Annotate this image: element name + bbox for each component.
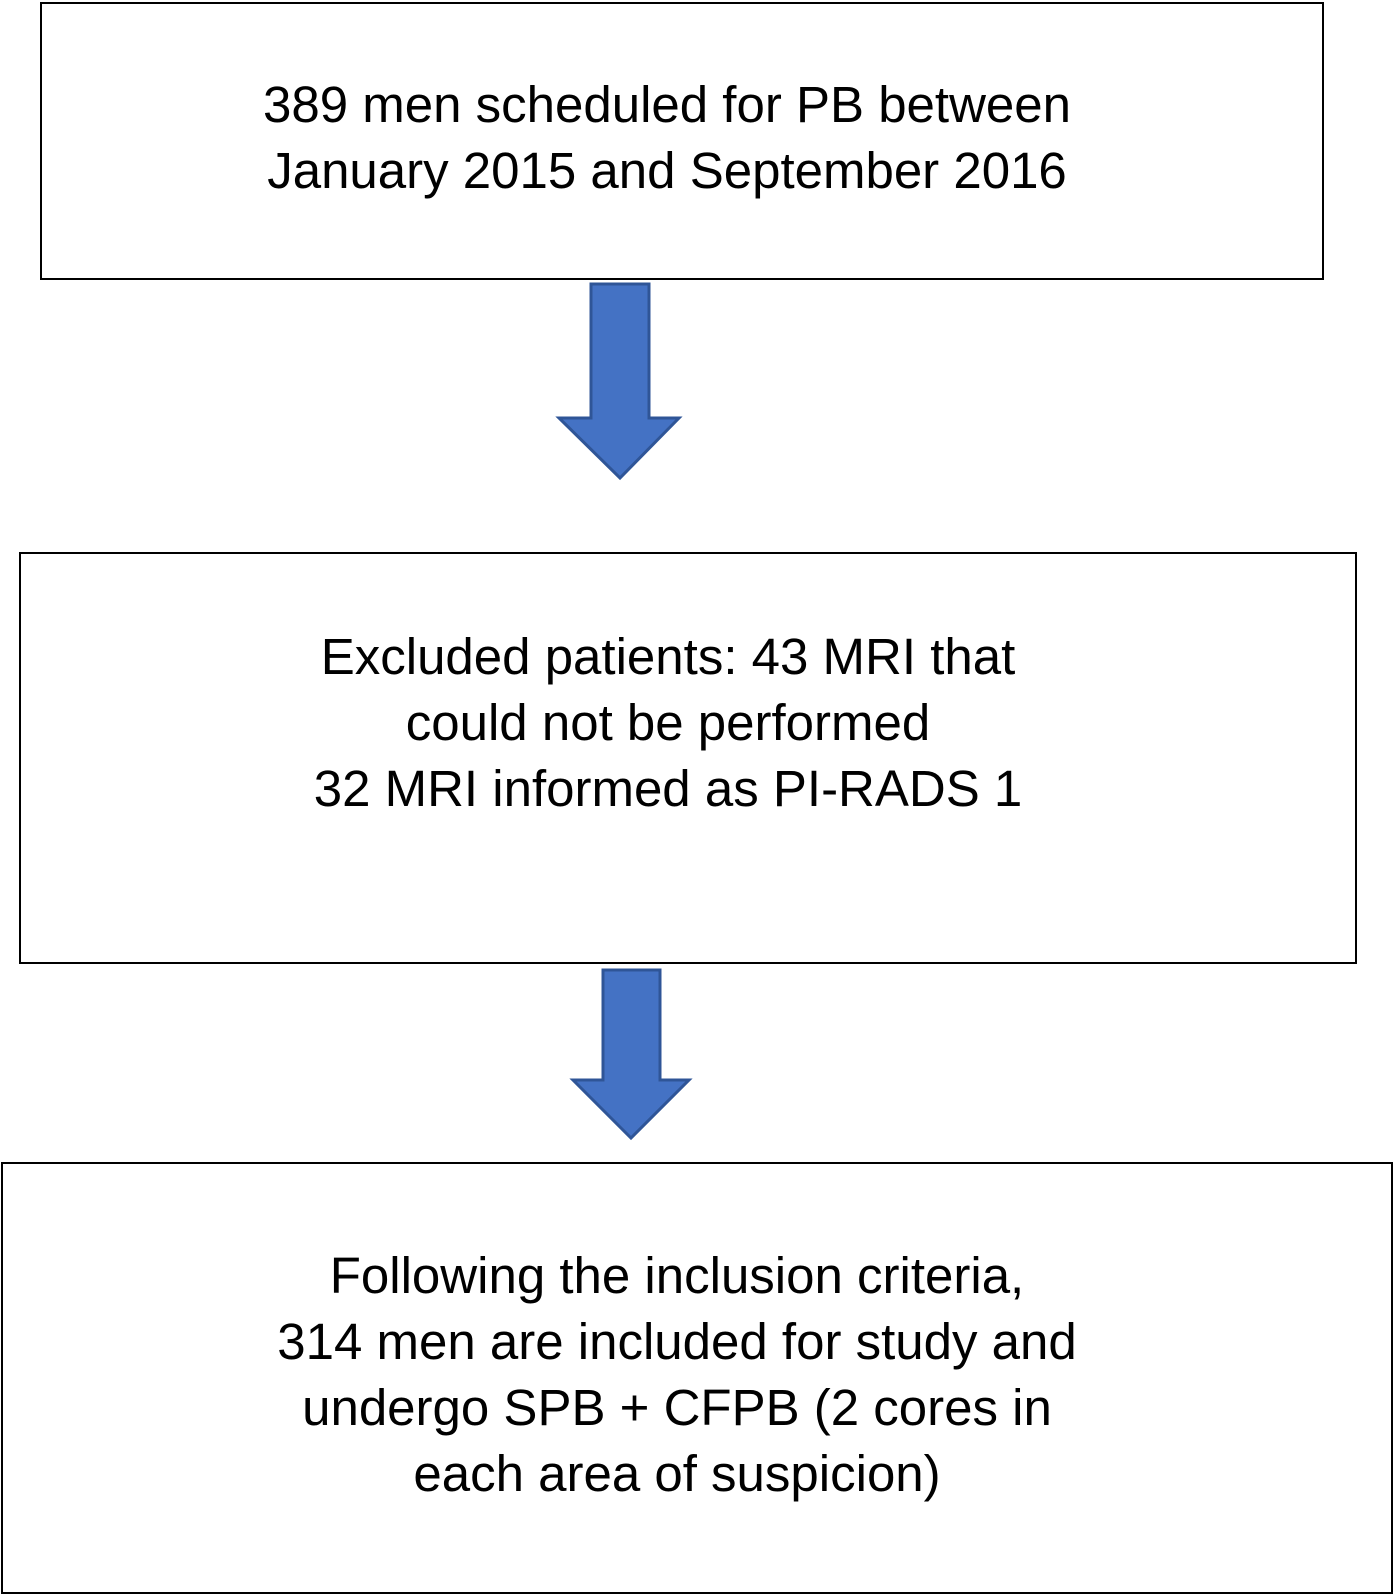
flow-box-excluded-text — [0, 624, 1355, 822]
down-arrow-icon — [556, 282, 682, 480]
flow-box-scheduled — [40, 2, 1324, 280]
text-line: Following the inclusion criteria, — [329, 1247, 1025, 1304]
text-line: 314 men are included for study and — [277, 1313, 1077, 1370]
down-arrow-shape — [573, 970, 689, 1138]
down-arrow-icon — [570, 968, 692, 1140]
text-line: Excluded patients: 43 MRI that — [320, 628, 1016, 685]
text-line: 389 men scheduled for PB between — [262, 76, 1072, 133]
flow-box-included-text — [0, 1243, 1391, 1507]
text-line: each area of suspicion) — [413, 1445, 941, 1502]
text-line: January 2015 and September 2016 — [267, 142, 1067, 199]
flow-box-scheduled-text — [12, 72, 1322, 204]
text-line: undergo SPB + CFPB (2 cores in — [302, 1379, 1052, 1436]
down-arrow-shape — [559, 284, 679, 478]
text-line: could not be performed — [405, 694, 931, 751]
text-line: 32 MRI informed as PI-RADS 1 — [313, 760, 1023, 817]
flow-box-excluded — [19, 552, 1357, 964]
flow-box-included — [1, 1162, 1393, 1594]
